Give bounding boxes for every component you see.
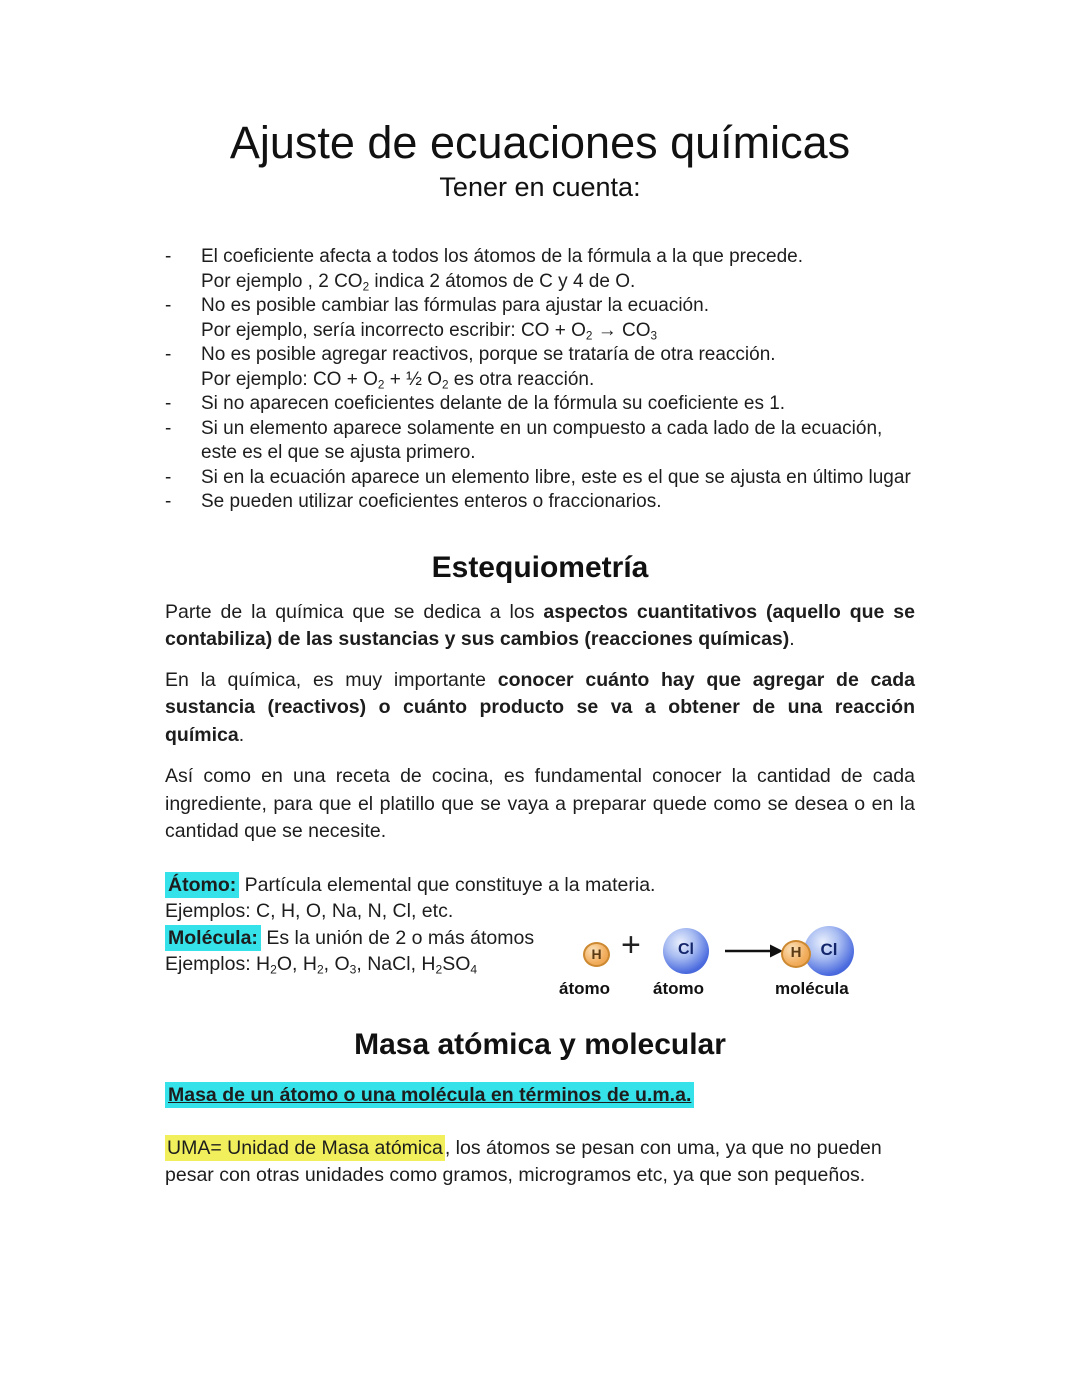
chlorine-atom-icon: Cl bbox=[663, 928, 709, 974]
bullet-text: Se pueden utilizar coeficientes enteros o fraccionarios. bbox=[201, 491, 662, 512]
bullet-text: Si un elemento aparece solamente en un compuesto a cada lado de la ecuación, este es el que se ajusta primero. bbox=[201, 417, 883, 463]
bullet-text: No es posible cambiar las fórmulas para ajustar la ecuación. Por ejemplo, sería incorrecto escribir: CO + $O_2 \to CO_3$ bbox=[201, 295, 709, 342]
molecula-definition-line: Molécula: Es la unión de 2 o más átomos bbox=[165, 925, 725, 952]
atomo-definition-line: Átomo: Partícula elemental que constituye a la materia. bbox=[165, 872, 725, 899]
paragraph-estequiometria-2: En la química, es muy importante conocer cuánto hay que agregar de cada sustancia (reactivos) o cuánto producto se va a obtener de una reacción química. bbox=[165, 668, 915, 746]
atomo-definitions bbox=[165, 872, 849, 998]
bullet-item bbox=[165, 490, 915, 515]
bullet-item bbox=[165, 294, 915, 343]
bullet-text: Si en la ecuación aparece un elemento libre, este es el que se ajusta en último lugar bbox=[201, 466, 911, 488]
bullet-marker: - bbox=[165, 393, 172, 414]
bullet-marker: - bbox=[165, 344, 172, 365]
molecule-chlorine-icon: Cl bbox=[804, 926, 854, 976]
hydrogen-atom-icon: H bbox=[583, 942, 610, 967]
section-heading-masa: Masa atómica y molecular bbox=[354, 1027, 726, 1061]
bullet-item bbox=[165, 417, 915, 466]
paragraph-estequiometria-1: Parte de la química que se dedica a los aspectos cuantitativos (aquello que se contabiliza) de las sustancias y sus cambios (reacciones químicas). bbox=[165, 600, 915, 650]
molecula-examples-line: Ejemplos: $H_2O$, $H_2$, $O_3$, NaCl, $H_2SO_4$ bbox=[165, 953, 478, 977]
caption-atom-2: átomo bbox=[653, 978, 704, 998]
arrow-right-icon bbox=[725, 943, 783, 959]
subtitle: Tener en cuenta: bbox=[439, 172, 641, 202]
bullet-marker: - bbox=[165, 417, 172, 439]
bullet-item bbox=[165, 466, 915, 491]
masa-highlight-line: Masa de un átomo o una molécula en términos de u.m.a. bbox=[165, 1082, 915, 1109]
caption-molecule: molécula bbox=[775, 978, 849, 998]
bullet-text: Si no aparecen coeficientes delante de la fórmula su coeficiente es 1. bbox=[201, 393, 786, 414]
bullet-marker: - bbox=[165, 246, 172, 267]
rules-list bbox=[165, 245, 915, 515]
bullet-text: El coeficiente afecta a todos los átomos de la fórmula a la que precede. Por ejemplo , 2 $CO_2$ indica 2 átomos de C y 4 de O. bbox=[201, 246, 804, 293]
paragraph-estequiometria-3: Así como en una receta de cocina, es fundamental conocer la cantidad de cada ingrediente, para que el platillo que se vaya a preparar quede como se desea o en la cantidad que se necesite. bbox=[165, 765, 915, 842]
bullet-marker: - bbox=[165, 491, 172, 512]
bullet-marker: - bbox=[165, 295, 172, 316]
section-heading-estequiometria: Estequiometría bbox=[431, 550, 649, 584]
bullet-item bbox=[165, 343, 915, 392]
main-title: Ajuste de ecuaciones químicas bbox=[229, 117, 851, 168]
uma-paragraph: UMA= Unidad de Masa atómica , los átomos se pesan con uma, ya que no pueden pesar con otras unidades como gramos, microgramos etc, ya que son pequeños. bbox=[165, 1136, 882, 1186]
molecule-hydrogen-icon: H bbox=[781, 940, 811, 968]
atom-molecule-diagram bbox=[557, 918, 892, 1004]
document bbox=[165, 0, 915, 1190]
caption-atom-1: átomo bbox=[559, 978, 610, 998]
bullet-marker: - bbox=[165, 466, 172, 488]
bullet-item bbox=[165, 245, 915, 294]
plus-sign: + bbox=[621, 925, 641, 964]
bullet-text: No es posible agregar reactivos, porque se trataría de otra reacción. Por ejemplo: CO + $O_2$ + ½ $O_2$ es otra reacción. bbox=[201, 344, 776, 391]
bullet-item bbox=[165, 392, 915, 417]
atomo-examples-line: Ejemplos: C, H, O, Na, N, Cl, etc. bbox=[165, 900, 454, 922]
